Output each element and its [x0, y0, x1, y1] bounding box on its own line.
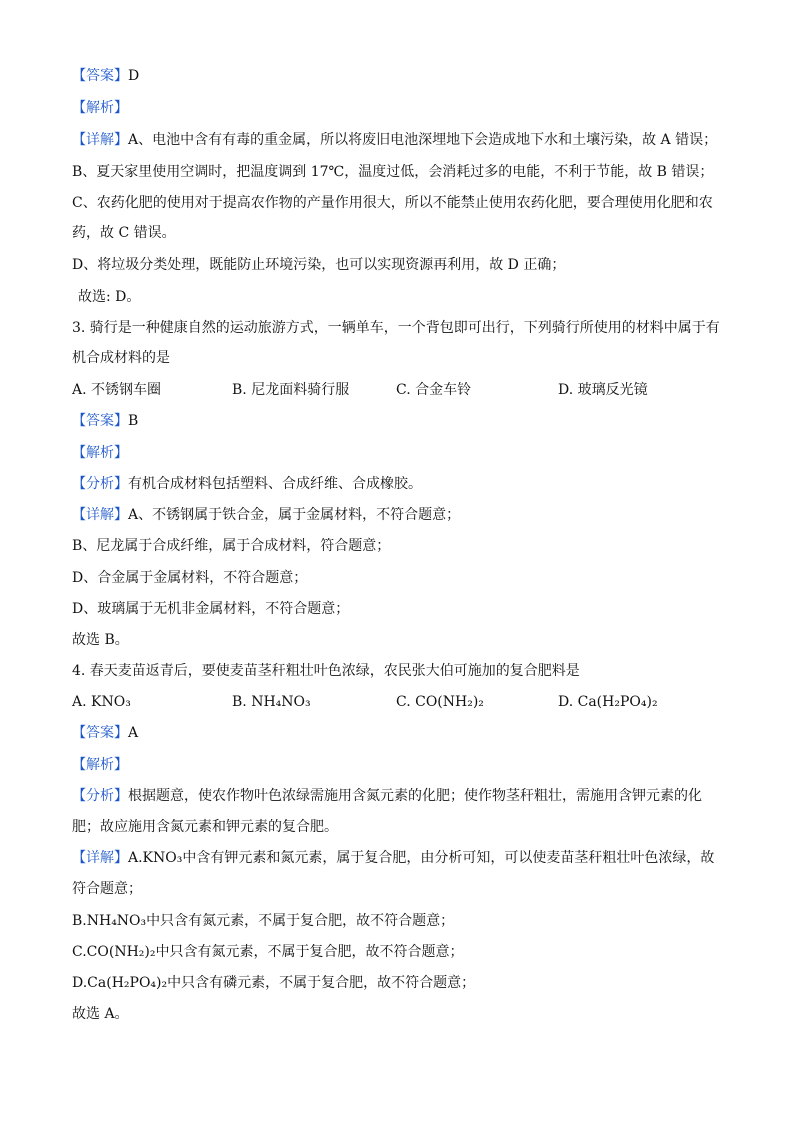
- q4-answer-line: [72, 724, 724, 742]
- q3-answer-line: [72, 412, 724, 430]
- q4-detail-line1: [72, 849, 724, 867]
- q3-stem-line1: 3. 骑行是一种健康自然的运动旅游方式，一辆单车，一个背包即可出行，下列骑行所使用的材料中属于有: [72, 320, 720, 336]
- q4-line-d: D.Ca(H₂PO₄)₂中只含有磷元素，不属于复合肥，故不符合题意；: [72, 975, 476, 991]
- q4-conclusion: 故选 A。: [72, 1006, 129, 1022]
- q3-line-d2: D、玻璃属于无机非金属材料，不符合题意；: [72, 601, 350, 617]
- analysis-tag: 【解析】: [72, 757, 128, 773]
- answer-value: D: [128, 68, 140, 84]
- q2-line-c1: C、农药化肥的使用对于提高农作物的产量作用很大，所以不能禁止使用农药化肥，要合理使用化肥和农: [72, 195, 713, 211]
- q4-option-b: B. NH₄NO₃: [232, 694, 311, 710]
- fenxi-text: 有机合成材料包括塑料、合成纤维、合成橡胶。: [128, 476, 422, 492]
- answer-tag: 【答案】: [72, 725, 128, 741]
- q3-detail-line: [72, 506, 724, 524]
- q2-line-b: B、夏天家里使用空调时，把温度调到 17℃，温度过低，会消耗过多的电能，不利于节能，故 B 错误；: [72, 164, 714, 180]
- q3-option-d: D. 玻璃反光镜: [558, 382, 648, 398]
- answer-tag: 【答案】: [72, 413, 128, 429]
- q4-option-d: D. Ca(H₂PO₄)₂: [558, 694, 658, 710]
- q2-answer-line: [72, 67, 724, 85]
- q4-fenxi-line2: 肥；故应施用含氮元素和钾元素的复合肥。: [72, 819, 338, 835]
- q3-conclusion: 故选 B。: [72, 632, 129, 648]
- q4-line-c: C.CO(NH₂)₂中只含有氮元素，不属于复合肥，故不符合题意；: [72, 944, 464, 960]
- q2-line-c2: 药，故 C 错误。: [72, 225, 176, 241]
- q4-detail-line2: 符合题意；: [72, 881, 142, 897]
- fenxi-tag: 【分析】: [72, 476, 128, 492]
- q3-option-b: B. 尼龙面料骑行服: [232, 382, 350, 398]
- detail-text: A.KNO₃中含有钾元素和氮元素，属于复合肥，由分析可知，可以使麦苗茎秆粗壮叶色浓绿，故: [128, 850, 715, 866]
- q2-line-d: D、将垃圾分类处理，既能防止环境污染，也可以实现资源再利用，故 D 正确；: [72, 257, 566, 273]
- answer-value: A: [128, 725, 139, 741]
- analysis-tag: 【解析】: [72, 445, 128, 461]
- q3-fenxi-line: [72, 475, 724, 493]
- fenxi-text: 根据题意，使农作物叶色浓绿需施用含氮元素的化肥；使作物茎秆粗壮，需施用含钾元素的化: [128, 788, 702, 804]
- q3-stem-line2: 机合成材料的是: [72, 350, 170, 366]
- q4-fenxi-line1: [72, 787, 724, 805]
- q2-analysis-line: [72, 99, 724, 117]
- detail-tag: 【详解】: [72, 132, 128, 148]
- detail-tag: 【详解】: [72, 507, 128, 523]
- q4-stem: 4. 春天麦苗返青后，要使麦苗茎秆粗壮叶色浓绿，农民张大伯可施加的复合肥料是: [72, 663, 580, 679]
- q4-analysis-line: [72, 756, 724, 774]
- q4-line-b: B.NH₄NO₃中只含有氮元素，不属于复合肥，故不符合题意；: [72, 913, 455, 929]
- q3-line-d1: D、合金属于金属材料，不符合题意；: [72, 570, 308, 586]
- q3-line-b: B、尼龙属于合成纤维，属于合成材料，符合题意；: [72, 538, 391, 554]
- q4-options: [72, 693, 724, 711]
- answer-value: B: [128, 413, 139, 429]
- fenxi-tag: 【分析】: [72, 788, 128, 804]
- q4-option-c: C. CO(NH₂)₂: [396, 694, 484, 710]
- q3-options: [72, 381, 724, 399]
- q2-conclusion: 故选: D。: [78, 289, 141, 305]
- detail-tag: 【详解】: [72, 850, 128, 866]
- detail-text: A、电池中含有有毒的重金属，所以将废旧电池深埋地下会造成地下水和土壤污染，故 A 错误；: [128, 132, 718, 148]
- analysis-tag: 【解析】: [72, 100, 128, 116]
- q3-option-c: C. 合金车铃: [396, 382, 472, 398]
- q3-analysis-line: [72, 444, 724, 462]
- q2-detail-line: [72, 131, 724, 149]
- q3-option-a: A. 不锈钢车圈: [72, 382, 162, 398]
- detail-text: A、不锈钢属于铁合金，属于金属材料，不符合题意；: [128, 507, 461, 523]
- answer-tag: 【答案】: [72, 68, 128, 84]
- q4-option-a: A. KNO₃: [72, 694, 131, 710]
